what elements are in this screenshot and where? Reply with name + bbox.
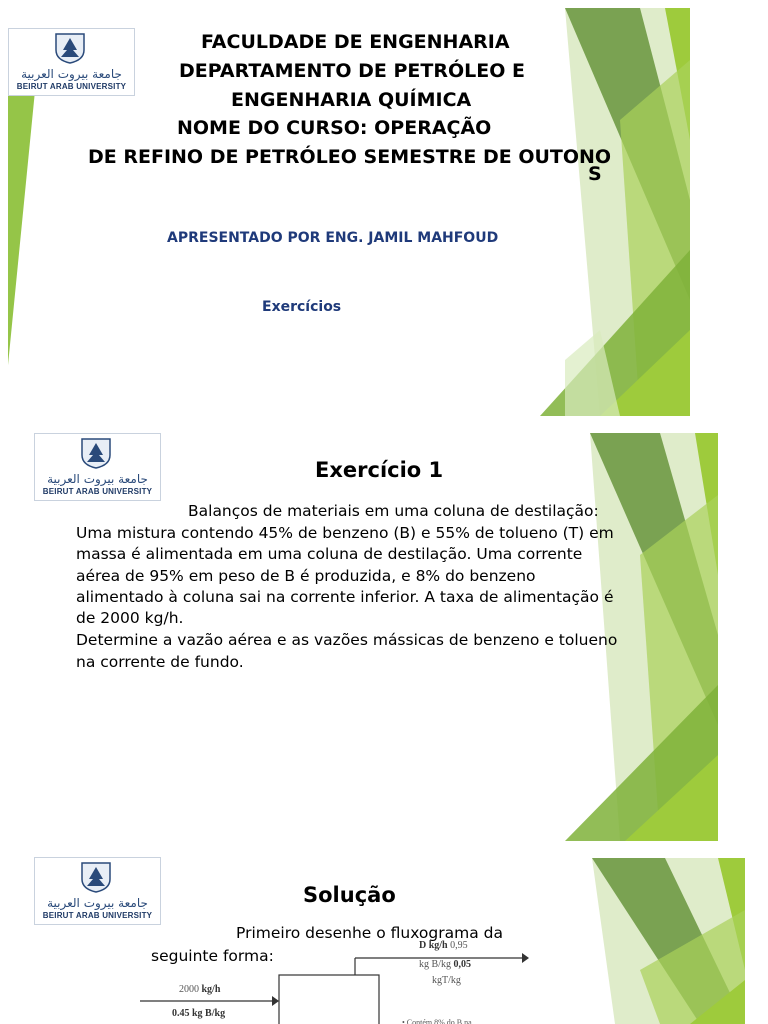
university-logo: [8, 28, 135, 96]
title-line-3: ENGENHARIA QUÍMICA: [231, 89, 472, 111]
title-line-6: S: [588, 163, 602, 185]
flow-feed-frac: [172, 1008, 225, 1019]
slide-subtitle: Exercícios: [262, 299, 342, 315]
top-line2-a: kg B/kg: [419, 959, 451, 970]
exercise-heading: Exercício 1: [315, 458, 444, 482]
body-line: Primeiro desenhe o fluxograma da: [236, 924, 503, 942]
body-line: de 2000 kg/h.: [76, 609, 184, 627]
flow-bottom-note: • Contém 8% do B na: [402, 1018, 472, 1024]
body-line: aérea de 95% em peso de B é produzida, e 8% do benzeno: [76, 567, 536, 585]
top-label: D kg/h: [419, 940, 448, 951]
slide-solution: [0, 850, 768, 1024]
column-box: [279, 975, 379, 1024]
logo-english-text: BEIRUT ARAB UNIVERSITY: [42, 487, 153, 496]
flow-top-line3: kgT/kg: [432, 975, 461, 986]
title-line-1: FACULDADE DE ENGENHARIA: [201, 31, 510, 53]
body-line: Uma mistura contendo 45% de benzeno (B) e 55% de tolueno (T) em: [76, 524, 614, 542]
logo-arabic-text: جامعة بيروت العربية: [47, 896, 148, 910]
body-line: Balanços de materiais em uma coluna de destilação:: [188, 502, 599, 520]
body-line: Determine a vazão aérea e as vazões mássicas de benzeno e tolueno: [76, 631, 618, 649]
presenter-name: APRESENTADO POR ENG. JAMIL MAHFOUD: [167, 230, 499, 246]
university-logo: [34, 433, 161, 501]
crest-icon: [79, 437, 113, 469]
feed-frac: 0.45: [172, 1008, 190, 1019]
title-line-5: DE REFINO DE PETRÓLEO SEMESTRE DE OUTONO: [88, 146, 612, 168]
flow-top-line2: [419, 959, 471, 970]
slide-exercise: [0, 425, 768, 845]
flowchart: [0, 850, 768, 1024]
crest-icon: [53, 32, 87, 64]
slide-title: [0, 0, 768, 420]
feed-frac-unit: kg B/kg: [192, 1008, 226, 1019]
top-val1: 0,95: [450, 940, 468, 951]
body-line: na corrente de fundo.: [76, 653, 244, 671]
title-line-2: DEPARTAMENTO DE PETRÓLEO E: [179, 60, 525, 82]
logo-arabic-text: جامعة بيروت العربية: [47, 472, 148, 486]
logo-english-text: BEIRUT ARAB UNIVERSITY: [16, 82, 127, 91]
body-line: massa é alimentada em uma coluna de destilação. Uma corrente: [76, 545, 583, 563]
feed-unit: kg/h: [201, 984, 221, 995]
title-line-4: NOME DO CURSO: OPERAÇÃO: [177, 117, 492, 139]
feed-rate: 2000: [179, 984, 199, 995]
flow-feed-rate: [179, 984, 220, 995]
body-line: seguinte forma:: [151, 947, 274, 965]
logo-arabic-text: جامعة بيروت العربية: [21, 67, 122, 81]
solution-heading: Solução: [303, 883, 396, 907]
top-line2-b: 0,05: [453, 959, 471, 970]
flow-top-label: [419, 940, 468, 951]
logo-english-text: BEIRUT ARAB UNIVERSITY: [42, 911, 153, 920]
body-line: alimentado à coluna sai na corrente inferior. A taxa de alimentação é: [76, 588, 614, 606]
